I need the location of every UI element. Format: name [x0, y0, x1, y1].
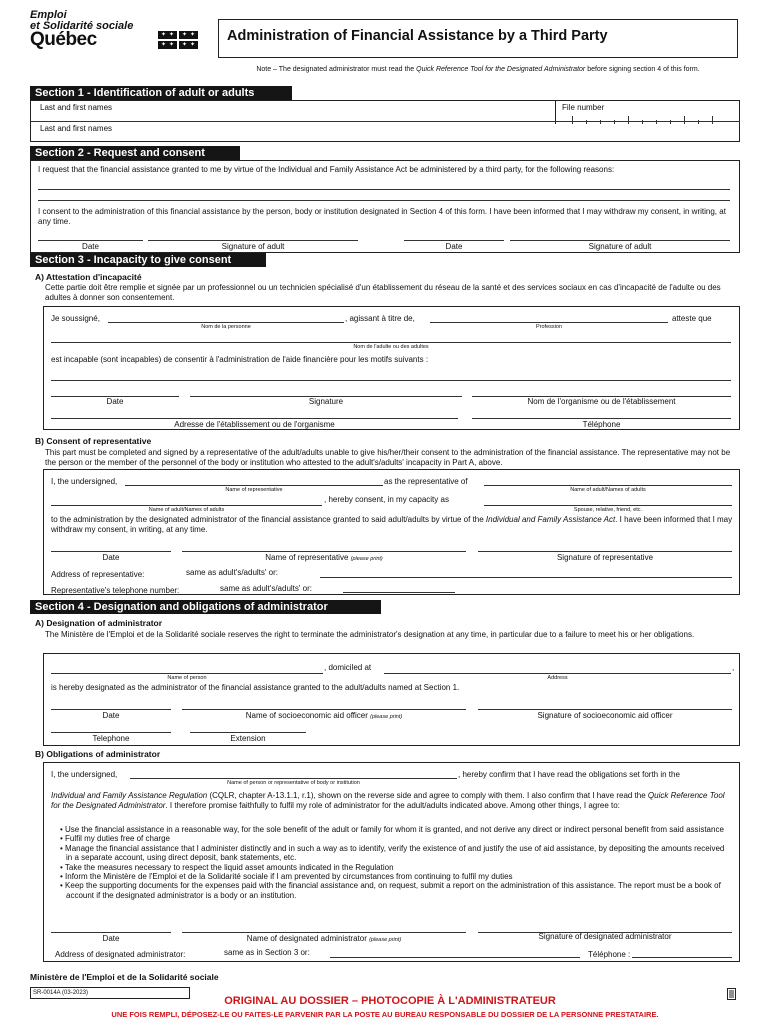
- tel-rep-field[interactable]: [343, 592, 455, 593]
- name-admin-field[interactable]: [182, 932, 466, 933]
- name-adults-caption-2: Name of adult/Names of adults: [148, 507, 225, 513]
- signature-adult-field-2[interactable]: [510, 240, 730, 241]
- section3-header: Section 3 - Incapacity to give consent: [30, 253, 266, 267]
- date-field-5[interactable]: [51, 709, 171, 710]
- address-rep-label: Address of representative:: [51, 570, 145, 579]
- tel-rep-label: Representative's telephone number:: [51, 586, 180, 595]
- obligations-list: [58, 825, 728, 900]
- sig-officer-field[interactable]: [478, 709, 732, 710]
- telephone-admin-label: Téléphone :: [588, 950, 631, 959]
- header-note: Note – The designated administrator must read the Quick Reference Tool for the Designated Administrator before signing section 4 of this form.: [256, 66, 700, 73]
- attestation-text: Cette partie doit être remplie et signée par un professionnel ou un technicien spécialisé d'un établissement du réseau de la santé et des services sociaux en cas d'incapacité de l'adulte ou des adultes à donner son consentement.: [45, 283, 721, 302]
- name-rep-caption: Name of representative: [225, 487, 283, 493]
- signature-label: Signature of adult: [588, 242, 652, 251]
- names-label-2: Last and first names: [40, 124, 113, 133]
- nom-adulte-caption: Nom de l'adulte ou des adultes: [353, 344, 429, 350]
- designation-text: The Ministère de l'Emploi et de la Solidarité sociale reserves the right to terminate the administrator's designation at any time, in particular due to a failure to meet his or her obligations.: [45, 630, 695, 639]
- incapable-text: est incapable (sont incapables) de consentir à l'administration de l'aide financière pour les motifs suivants :: [51, 355, 429, 364]
- form-code: SR-0014A (03-2023): [33, 990, 89, 996]
- telephone-label: Telephone: [92, 734, 130, 743]
- list-item: • Keep the supporting documents for the expenses paid with the financial assistance and, on request, submit a report on the administration of this assistance. The report must be a book of account if the designated administrator is a body or an institution.: [58, 881, 728, 900]
- atteste-label: atteste que: [672, 314, 712, 323]
- reason-line-1[interactable]: [38, 189, 730, 190]
- name-person-field[interactable]: [51, 673, 323, 674]
- domiciled-label: , domiciled at: [324, 663, 372, 672]
- name-adults-caption: Name of adult/Names of adults: [570, 487, 646, 493]
- designated-text: is hereby designated as the administrator of the financial assistance granted to the adult/adults named at Section 1.: [51, 683, 460, 692]
- spouse-caption: Spouse, relative, friend, etc.: [573, 507, 643, 513]
- name-rep-print-field[interactable]: [182, 551, 466, 552]
- extension-label: Extension: [230, 734, 266, 743]
- profession-field[interactable]: [430, 322, 668, 323]
- adresse-label: Adresse de l'établissement ou de l'organisme: [174, 420, 335, 429]
- names-label-1: Last and first names: [40, 103, 113, 112]
- form-title: Administration of Financial Assistance by a Third Party: [227, 28, 608, 44]
- organisme-label: Nom de l'organisme ou de l'établissement: [527, 397, 676, 406]
- consent-rep-title: B) Consent of representative: [35, 436, 152, 446]
- telephone-officer-field[interactable]: [51, 732, 171, 733]
- admin-text: to the administration by the designated administrator of the financial assistance granted to said adult/adults by virtue of the Individual and Family Assistance Act. I have been informed that I may withdraw my consent, in writing, at any time.: [51, 515, 733, 534]
- date-label: Date: [445, 242, 463, 251]
- address-field[interactable]: [384, 673, 731, 674]
- undersigned-label: I, the undersigned,: [51, 477, 118, 486]
- nom-personne-field[interactable]: [108, 322, 344, 323]
- telephone-admin-field[interactable]: [632, 957, 732, 958]
- sig-rep-field[interactable]: [478, 551, 732, 552]
- capacity-field[interactable]: [484, 505, 732, 506]
- date-field-4[interactable]: [51, 551, 171, 552]
- name-body-caption: Name of person or representative of body or institution: [227, 780, 360, 786]
- name-person-caption: Name of person: [167, 675, 207, 681]
- document-icon: [727, 988, 737, 1000]
- section2-header: Section 2 - Request and consent: [30, 146, 240, 160]
- same-tel-option[interactable]: same as adult's/adults' or:: [220, 584, 312, 593]
- request-text: I request that the financial assistance granted to me by virtue of the Individual and Family Assistance Act be administered by a third party, for the following reasons:: [38, 165, 615, 174]
- hereby-label: , hereby consent, in my capacity as: [324, 495, 449, 504]
- section4-header: Section 4 - Designation and obligations of administrator: [30, 600, 381, 614]
- address-rep-field[interactable]: [320, 577, 732, 578]
- ministry-name: Ministère de l'Emploi et de la Solidarité sociale: [30, 972, 219, 982]
- date-field-1[interactable]: [38, 240, 143, 241]
- list-item: • Use the financial assistance in a reasonable way, for the sole benefit of the adult or family for whom it is granted, and not derive any direct or indirect personal benefit from said assistance: [58, 825, 728, 834]
- date-label: Date: [82, 242, 99, 251]
- sig-rep-label: Signature of representative: [556, 553, 654, 562]
- logo-text-emploi: Emploi et Solidarité sociale: [30, 9, 134, 32]
- file-number-field[interactable]: [560, 114, 732, 124]
- je-soussigne-label: Je soussigné,: [51, 314, 100, 323]
- name-rep-field[interactable]: [125, 485, 383, 486]
- consent-rep-text: This part must be completed and signed by a representative of the adult/adults unable to give his/her/their consent to the administration of the financial assistance. The representative may not be the person or the member of the personnel of the body or institution who attested to the adult's/adults' incapacity in Part A, above.: [45, 448, 731, 467]
- date-label: Date: [102, 711, 120, 720]
- section1-header: Section 1 - Identification of adult or adults: [30, 86, 292, 100]
- designation-title: A) Designation of administrator: [35, 618, 163, 628]
- same-addr-option[interactable]: same as adult's/adults' or:: [186, 568, 278, 577]
- obligations-title: B) Obligations of administrator: [35, 749, 161, 759]
- quebec-flag-icon: [158, 31, 198, 49]
- list-item: • Take the measures necessary to respect the liquid asset amounts indicated in the Regulation: [58, 863, 728, 872]
- as-rep-label: as the representative of: [384, 477, 468, 486]
- name-officer-label: Name of socioeconomic aid officer (please print): [245, 711, 403, 720]
- form-title-box: [218, 19, 738, 58]
- same-s3-option[interactable]: same as in Section 3 or:: [224, 948, 310, 957]
- agissant-label: , agissant à titre de,: [345, 314, 415, 323]
- obligations-text: Individual and Family Assistance Regulation (CQLR, chapter A-13.1.1, r.1), shown on the reverse side and agree to comply with them. I also confirm that I have read the Quick Reference Tool for the Designated Administrator. I therefore promise faithfully to fulfil my role of administrator for the adult/adults indicated above. Among other things, I agree to:: [51, 791, 725, 810]
- date-label: Date: [102, 553, 120, 562]
- telephone-label: Téléphone: [582, 420, 621, 429]
- reason-line-2[interactable]: [38, 200, 730, 201]
- name-adults-field[interactable]: [484, 485, 732, 486]
- consent-text: I consent to the administration of this financial assistance by the person, body or institution designated in Section 4 of this form. I have been informed that I may withdraw my consent, in writing, at any time.: [38, 207, 726, 226]
- date-field-6[interactable]: [51, 932, 171, 933]
- addr-admin-label: Address of designated administrator:: [55, 950, 186, 959]
- sig-admin-label: Signature of designated administrator: [538, 932, 672, 941]
- undersigned-label-2: I, the undersigned,: [51, 770, 118, 779]
- list-item: • Manage the financial assistance that I administer distinctly and in such a way as to identify, verify the existence of and justify the use of aid assistance, by depositing the amounts received in a separate account, using direct deposit, bank statements, etc.: [58, 844, 728, 863]
- list-item: • Fulfil my duties free of charge: [58, 834, 728, 843]
- signature-label: Signature of adult: [221, 242, 285, 251]
- comma: ,: [732, 663, 735, 672]
- name-adults-field-2[interactable]: [51, 505, 322, 506]
- confirm-text: , hereby confirm that I have read the obligations set forth in the: [458, 770, 680, 779]
- addr-admin-field[interactable]: [330, 957, 580, 958]
- submit-instruction: UNE FOIS REMPLI, DÉPOSEZ-LE OU FAITES-LE PARVENIR PAR LA POSTE AU BUREAU RESPONSABLE DU DOSSIER DE LA PERSONNE PRESTATAIRE.: [111, 1010, 659, 1019]
- name-officer-field[interactable]: [182, 709, 466, 710]
- attestation-title: A) Attestation d'incapacité: [35, 272, 142, 282]
- signature-adult-field-1[interactable]: [148, 240, 358, 241]
- logo-text-quebec: Québec: [30, 29, 97, 50]
- name-admin-label: Name of designated administrator (please print): [246, 934, 402, 943]
- adresse-field[interactable]: [51, 418, 458, 419]
- name-rep-print-label: Name of representative (please print): [265, 553, 383, 562]
- list-item: • Inform the Ministère de l'Emploi et de la Solidarité sociale if I am prevented by circumstances from continuing to fulfil my duties: [58, 872, 728, 881]
- sig-officer-label: Signature of socioeconomic aid officer: [537, 711, 673, 720]
- extension-field[interactable]: [190, 732, 306, 733]
- signature-label: Signature: [308, 397, 344, 406]
- address-caption: Address: [547, 675, 568, 681]
- profession-caption: Profession: [536, 324, 562, 330]
- file-number-label: File number: [562, 103, 605, 112]
- name-body-field[interactable]: [130, 778, 457, 779]
- nom-adulte-field[interactable]: [51, 342, 731, 343]
- motifs-line[interactable]: [51, 380, 731, 381]
- date-field-2[interactable]: [404, 240, 504, 241]
- telephone-field[interactable]: [472, 418, 731, 419]
- original-notice: ORIGINAL AU DOSSIER – PHOTOCOPIE À L'ADMINISTRATEUR: [224, 995, 556, 1007]
- date-label: Date: [106, 397, 124, 406]
- nom-personne-caption: Nom de la personne: [201, 324, 251, 330]
- date-label: Date: [102, 934, 120, 943]
